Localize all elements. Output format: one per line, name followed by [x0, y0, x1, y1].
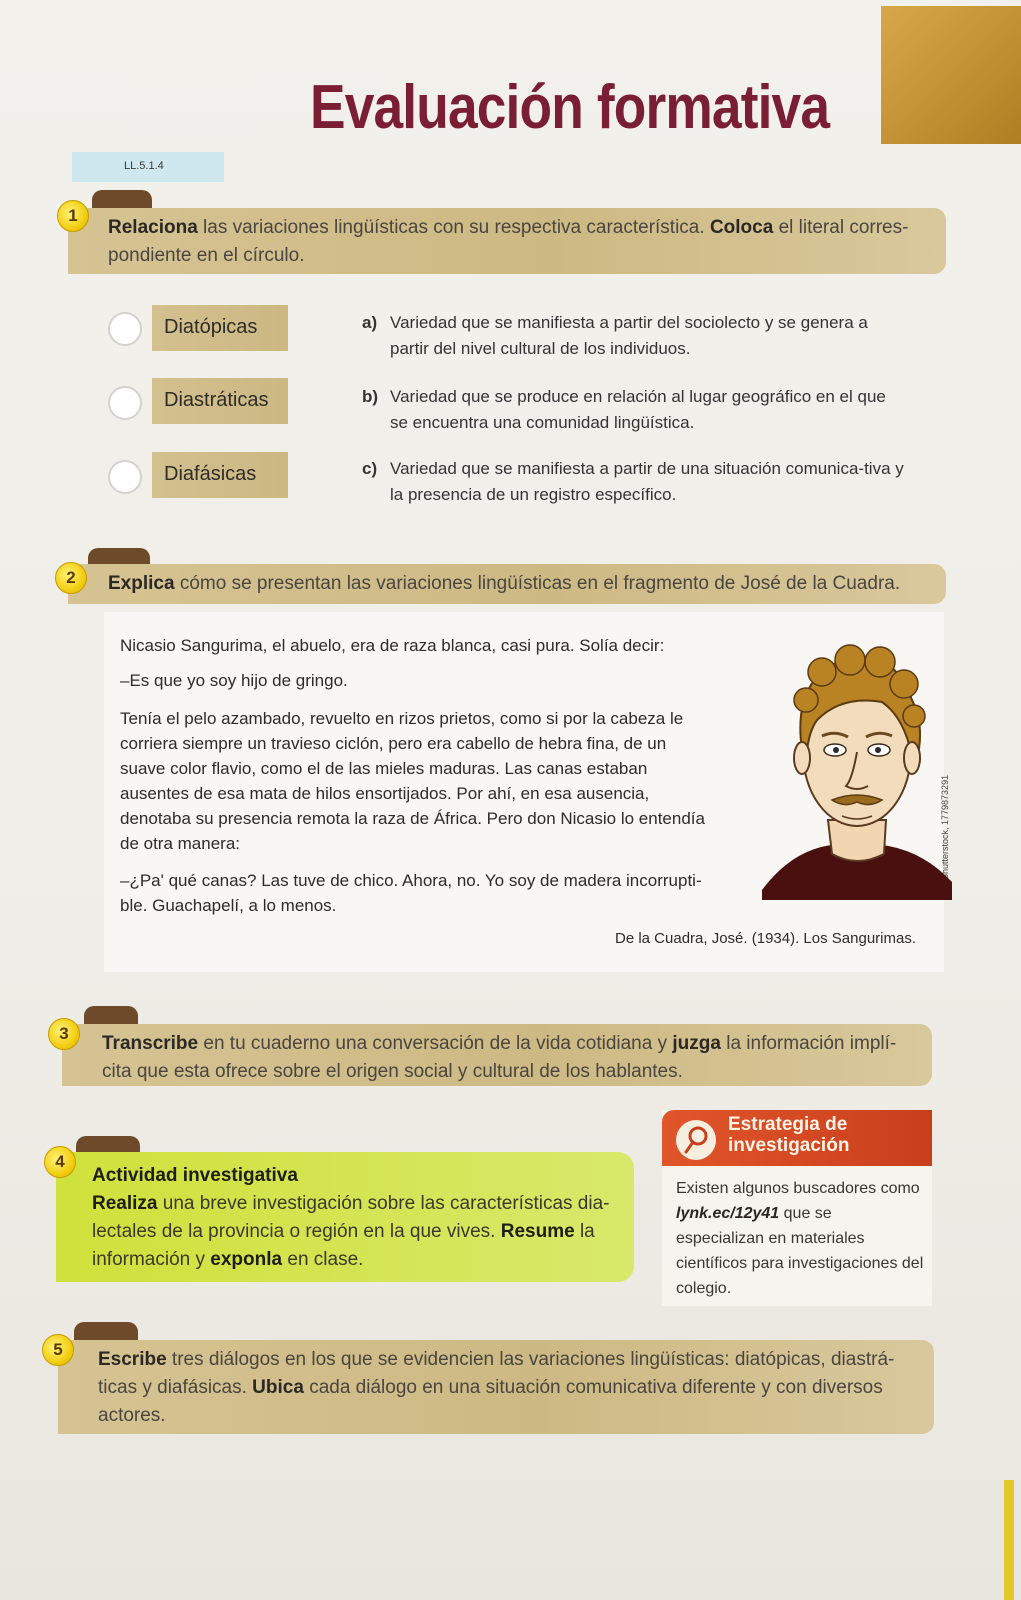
image-credit: Shutterstock, 1779873291 — [940, 774, 950, 880]
definition-text: Variedad que se produce en relación al lugar geográfico en el que se encuentra una comunidad lingüística. — [390, 387, 886, 432]
instruction-text: el literal corres-pondiente en el círculo. — [108, 217, 909, 266]
activity-4-heading: Actividad investigativa — [92, 1165, 298, 1186]
strategy-text-part: Existen algunos buscadores como — [676, 1180, 920, 1197]
definition-text: Variedad que se manifiesta a partir del sociolecto y se genera a partir del nivel cultural de los individuos. — [390, 313, 868, 358]
activity-number-badge: 4 — [44, 1146, 76, 1178]
instruction-text: una breve investigación sobre las características dia-lectales de la provincia o región en la que vives. — [92, 1193, 610, 1242]
strategy-text-part: que se especializan en materiales científicos para investigaciones del colegio. — [676, 1205, 924, 1297]
definition-letter: b) — [362, 387, 379, 406]
definition-letter: c) — [362, 459, 378, 478]
activity-number-badge: 3 — [48, 1018, 80, 1050]
variation-label-diafasicas: Diafásicas — [152, 452, 288, 498]
instruction-verb: Realiza — [92, 1193, 158, 1214]
activity-number-badge: 2 — [55, 562, 87, 594]
instruction-verb: Ubica — [252, 1377, 304, 1398]
answer-circle-diafasicas[interactable] — [108, 460, 142, 494]
corner-decoration — [881, 6, 1021, 144]
instruction-text: tres diálogos en los que se evidencien las variaciones lingüísticas: diatópicas, diastrá-ticas y diafásicas. — [98, 1349, 895, 1398]
old-man-portrait-illustration — [762, 640, 952, 900]
definition-c — [362, 456, 907, 508]
instruction-verb: Escribe — [98, 1349, 167, 1370]
reading-paragraph: –Es que yo soy hijo de gringo. — [120, 671, 348, 690]
instruction-verb: juzga — [672, 1033, 721, 1054]
strategy-link[interactable]: lynk.ec/12y41 — [676, 1205, 780, 1222]
strategy-text — [676, 1176, 924, 1301]
activity-3-instruction — [62, 1024, 932, 1086]
definition-letter: a) — [362, 313, 378, 332]
instruction-text: la información y — [92, 1221, 595, 1270]
activity-2-instruction — [68, 564, 946, 604]
instruction-text: en tu cuaderno una conversación de la vida cotidiana y — [198, 1033, 673, 1054]
page-edge-marker — [1004, 1480, 1014, 1600]
definition-a — [362, 310, 907, 362]
activity-number-badge: 1 — [57, 200, 89, 232]
instruction-text: la información implí-cita que esta ofrece sobre el origen social y cultural de los hablantes. — [102, 1033, 897, 1082]
activity-4-box — [56, 1152, 634, 1282]
instruction-verb: exponla — [210, 1249, 283, 1270]
instruction-verb: Transcribe — [102, 1033, 199, 1054]
reading-paragraph: Tenía el pelo azambado, revuelto en rizos prietos, como si por la cabeza le corriera siempre un travieso ciclón, pero era cabello de hebra fina, de un suave color flavio, como el de las mieles maduras. Las canas estaban ausentes de esa mata de hilos ensortijados. Por ahí, en esa ausencia, denotaba su presencia remota la raza de África. Pero don Nicasio lo entendía de otra manera: — [120, 709, 705, 853]
strategy-title: Estrategia de investigación — [728, 1114, 850, 1156]
reading-paragraph: Nicasio Sangurima, el abuelo, era de raza blanca, casi pura. Solía decir: — [120, 636, 665, 655]
instruction-text: cada diálogo en una situación comunicativa diferente y con diversos actores. — [98, 1377, 883, 1426]
activity-1-instruction — [68, 208, 946, 274]
reading-source-citation: De la Cuadra, José. (1934). Los Sangurimas. — [615, 930, 916, 947]
instruction-text: las variaciones lingüísticas con su respectiva característica. — [197, 217, 710, 238]
answer-circle-diatopicas[interactable] — [108, 312, 142, 346]
skill-code-tag: LL.5.1.4 — [72, 152, 224, 182]
definition-text: Variedad que se manifiesta a partir de una situación comunica-tiva y la presencia de un registro específico. — [390, 459, 904, 504]
activity-number-badge: 5 — [42, 1334, 74, 1366]
activity-5-instruction — [58, 1340, 934, 1434]
magnifier-icon — [674, 1118, 718, 1162]
answer-circle-diastraticas[interactable] — [108, 386, 142, 420]
instruction-verb: Resume — [500, 1221, 575, 1242]
strategy-header — [662, 1110, 932, 1166]
instruction-verb: Coloca — [709, 217, 774, 238]
variation-label-diatopicas: Diatópicas — [152, 305, 288, 351]
variation-label-diastraticas: Diastráticas — [152, 378, 288, 424]
instruction-verb: Explica — [108, 573, 175, 594]
reading-paragraph: –¿Pa' qué canas? Las tuve de chico. Ahora, no. Yo soy de madera incorrupti-ble. Guachapelí, a lo menos. — [120, 871, 702, 915]
research-strategy-box — [662, 1110, 932, 1306]
instruction-text: en clase. — [282, 1249, 364, 1270]
instruction-text: cómo se presentan las variaciones lingüísticas en el fragmento de José de la Cuadra. — [174, 573, 901, 594]
instruction-verb: Relaciona — [108, 217, 198, 238]
definition-b — [362, 384, 907, 436]
page-title: Evaluación formativa — [310, 73, 830, 142]
